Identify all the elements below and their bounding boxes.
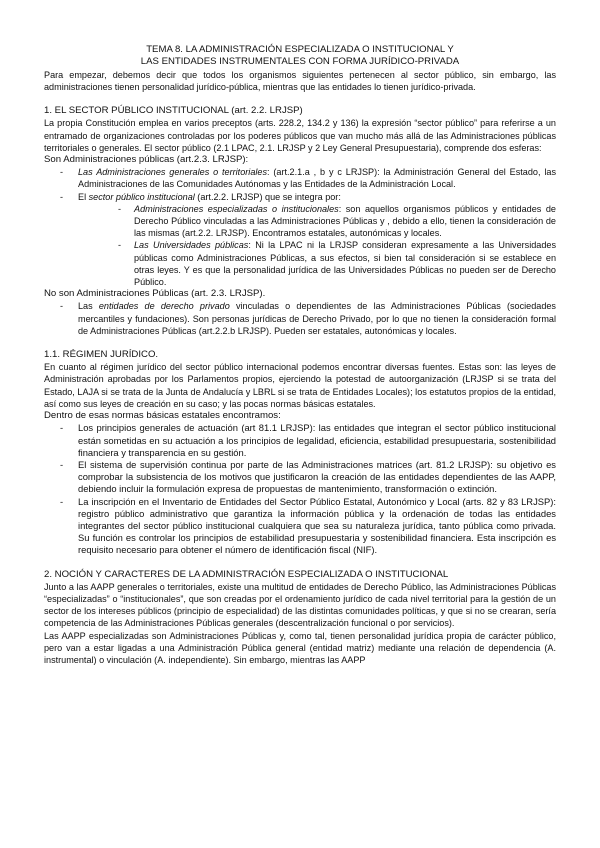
list-item (44, 191, 556, 289)
item-term: Las Administraciones generales o territoriales (78, 167, 267, 178)
item-term: entidades de derecho privado (98, 301, 230, 312)
institutional-sublist (78, 203, 556, 288)
list-item: - El sistema de supervisión continua por parte de las Administraciones matrices (art. 81.2 LRJSP): su objetivo es comprobar la subsistencia de los motivos que justificaron la creación de las entidades dependientes de las AAPP, debiendo incluir la formulación expresa de propuestas de mantenimiento, transformación o extinción. (44, 459, 556, 496)
item-prefix: El (78, 191, 89, 202)
list-item (44, 166, 556, 190)
section-1-paragraph: La propia Constitución emplea en varios preceptos (arts. 228.2, 134.2 y 136) la expresión “sector público” para referirse a un entramado de organizaciones controladas por los poderes públicos que van mucho más allá de las Administraciones públicas territoriales o generales. El sector público (2.1 LPAC, 2.1. LRJSP y 2 Ley General Presupuestaria), comprende dos esferas: (44, 118, 556, 153)
public-admins-list (44, 166, 556, 288)
item-term: Las Universidades públicas (134, 240, 249, 251)
section-1-1-paragraph: En cuanto al régimen jurídico del sector público internacional podemos encontrar diversas fuentes. Estas son: las leyes de Administración aprobadas por los Parlamentos propios, ejerciendo la potestad de autoorganización (LRJSP si se trata del Estado, LAJA si se trata de la Junta de Andalucía y LBRL si se trata de Entidades Locales); los estatutos propios de la entidad, así como sus leyes de creación en su caso; y las pocas normas básicas estatales. (44, 362, 556, 409)
item-term: Administraciones especializadas o institucionales (134, 203, 339, 214)
non-public-admins-heading: No son Administraciones Públicas (art. 2.3. LRJSP). (44, 288, 266, 300)
intro-paragraph: Para empezar, debemos decir que todos los organismos siguientes pertenecen al sector público, sin embargo, las administraciones tienen personalidad jurídico-pública, mientras que las entidades lo tienen jurídico-privada. (44, 69, 556, 93)
list-item: - Los principios generales de actuación (art 81.1 LRJSP): las entidades que integran el sector público institucional están sometidas en su actuación a los principios de legalidad, eficiencia, estabilidad presupuestaria, sostenibilidad financiera y transparencia en su gestión. (44, 422, 556, 459)
non-public-admins-list (44, 300, 556, 337)
document-page (44, 44, 556, 666)
item-text: (art.2.2. LRJSP) que se integra por: (194, 191, 341, 202)
section-2-paragraph-2: Las AAPP especializadas son Administraciones Públicas y, como tal, tienen personalidad jurídica propia de carácter público, pero van a estar ligadas a una Administración Pública general (entidad matriz) mediante una relación de dependencia (A. instrumental) o vinculación (A. independiente). Sin embargo, mientras las AAPP (44, 630, 556, 665)
section-1-heading: 1. EL SECTOR PÚBLICO INSTITUCIONAL (art. 2.2. LRJSP) (44, 105, 303, 117)
title-line-2: LAS ENTIDADES INSTRUMENTALES CON FORMA JURÍDICO-PRIVADA (140, 56, 460, 68)
section-2-heading: 2. NOCIÓN Y CARACTERES DE LA ADMINISTRACIÓN ESPECIALIZADA O INSTITUCIONAL (44, 568, 449, 580)
item-text: : son aquellos organismos públicos y entidades de Derecho Público vinculadas a las Administraciones Públicas y , debido a ello, tienen la consideración de las mismas (art.2.2. LRJSP). Encontramos estatales, autonómicas y locales. (134, 203, 556, 239)
basic-norms-list (44, 422, 556, 556)
title-line-1: TEMA 8. LA ADMINISTRACIÓN ESPECIALIZADA O INSTITUCIONAL Y (146, 44, 454, 55)
item-text: : Ni la LPAC ni la LRJSP consideran expresamente a las Universidades públicas como Administraciones Públicas, a sus efectos, si bien tal consideración si se establece en otras leyes. Y es que la personalidad jurídica de las Universidades Públicas no pueden ser de Derecho Público. (134, 240, 557, 288)
item-text: : (art.2.1.a , b y c LRJSP): la Administración General del Estado, las Administraciones de las Comunidades Autónomas y las Entidades de la Administración Local. (78, 167, 556, 190)
item-text: vinculadas o dependientes de las Administraciones Públicas (sociedades mercantiles y fundaciones). Son personas jurídicas de Derecho Privado, por lo que no tienen la consideración formal de Administraciones Públicas (art.2.2.b LRJSP). Pueden ser estatales, autonómicas y locales. (78, 301, 556, 336)
section-1-1-lead: Dentro de esas normas básicas estatales encontramos: (44, 410, 281, 422)
item-term: sector público institucional (88, 191, 195, 202)
section-1-1-heading: 1.1. RÉGIMEN JURÍDICO. (44, 349, 159, 361)
document-title (44, 44, 556, 69)
list-item: - La inscripción en el Inventario de Entidades del Sector Público Estatal, Autonómico y Local (arts. 82 y 83 LRJSP): registro público administrativo que garantiza la información pública y la ordenación de todas las entidades integrantes del sector público institucional cualquiera que sea su naturaleza jurídica, tanto pública como privada. Su función es controlar los principios de estabilidad presupuestaria y sostenibilidad financiera. Esta inscripción es requisito necesario para obtener el número de identificación fiscal (NIF). (44, 496, 556, 557)
sublist-item (118, 203, 556, 240)
list-item (44, 300, 556, 337)
sublist-item (118, 239, 556, 288)
section-2-paragraph-1: Junto a las AAPP generales o territoriales, existe una multitud de entidades de Derecho Público, las Administraciones Públicas “especializadas” o “institucionales”, que son creadas por el ordenamiento jurídico de cada nivel territorial para la gestión de un sector de los intereses públicos (principio de especialidad) de las distintas comunidades políticas, y que si no se crearan, sería competencia de las Administraciones Públicas generales (descentralización funcional o por servicios). (44, 581, 556, 629)
public-admins-heading: Son Administraciones públicas (art.2.3. LRJSP): (44, 154, 249, 166)
item-prefix: Las (78, 301, 99, 312)
